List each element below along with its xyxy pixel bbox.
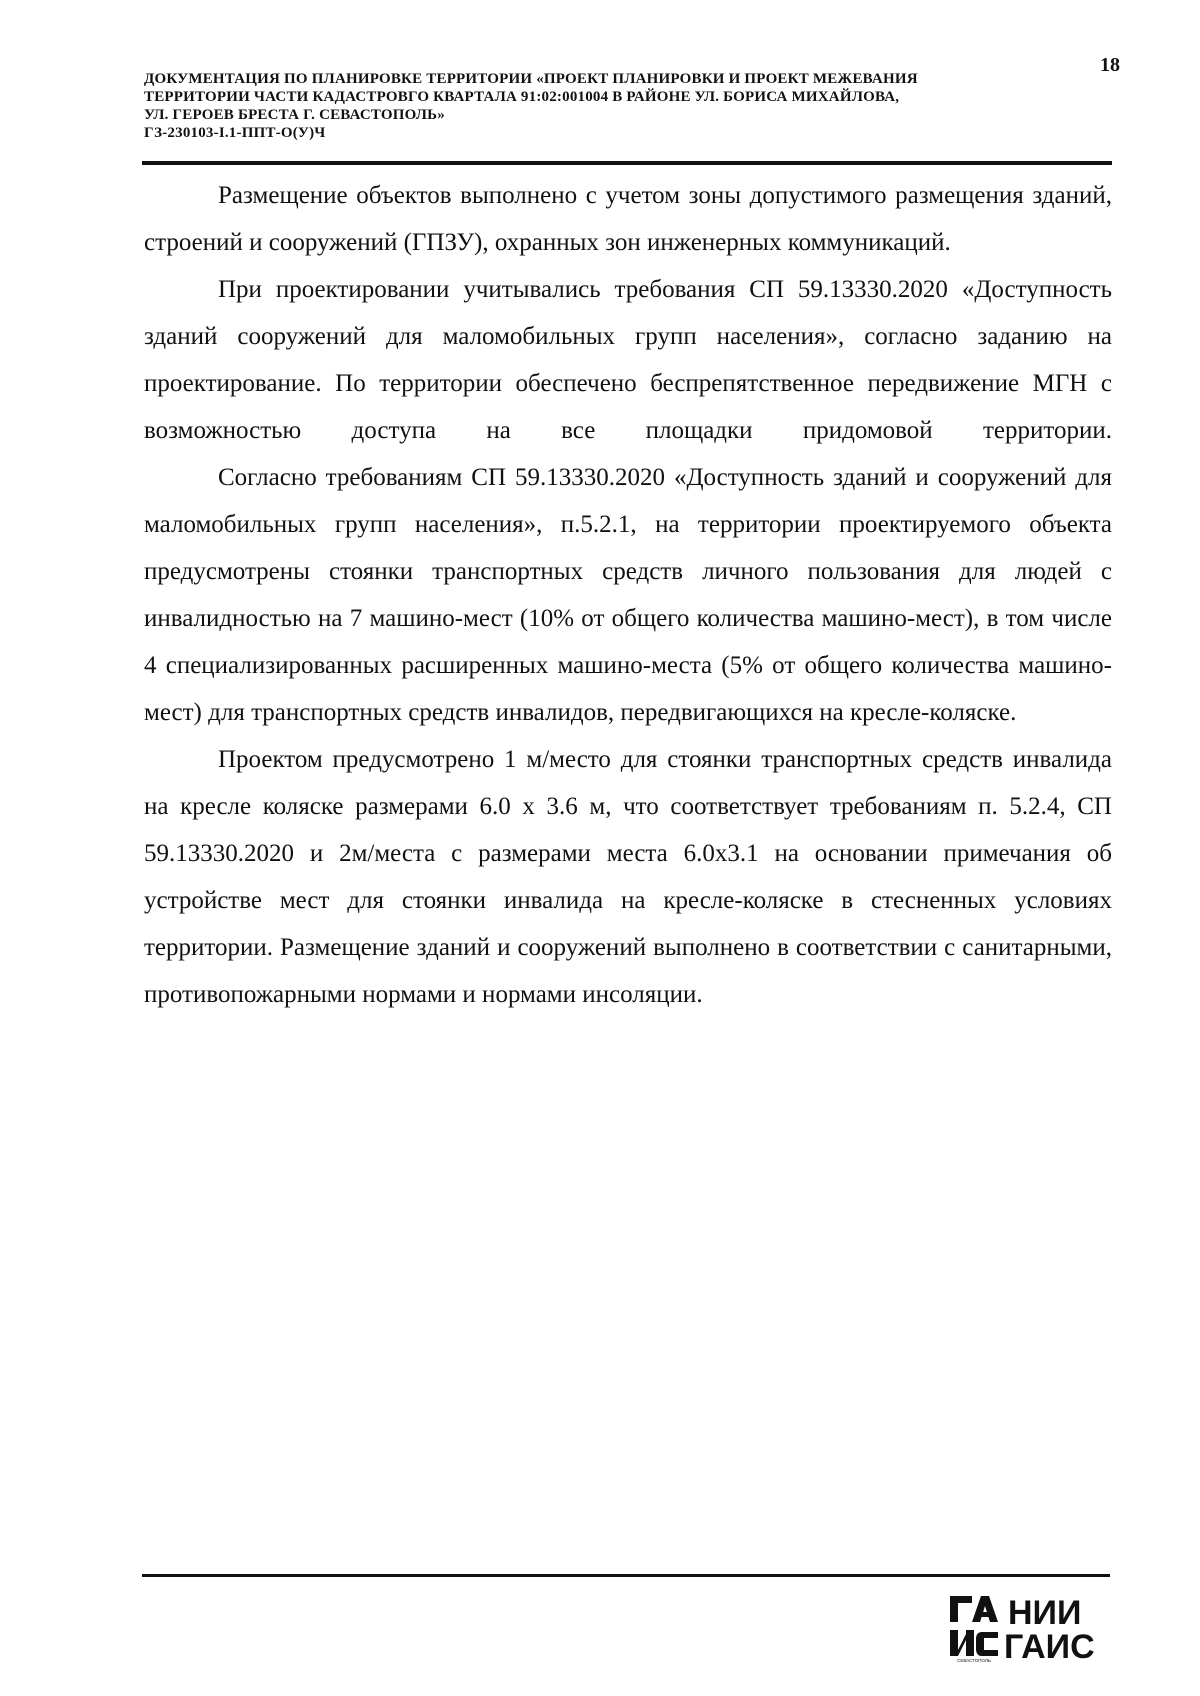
header-line-2: ТЕРРИТОРИИ ЧАСТИ КАДАСТРОВГО КВАРТАЛА 91:02:001004 В РАЙОНЕ УЛ. БОРИСА МИХАЙЛОВА, bbox=[144, 89, 900, 105]
document-code: ГЗ-230103-I.1-ППТ-О(У)Ч bbox=[144, 125, 326, 141]
document-body bbox=[144, 172, 1112, 1018]
paragraph-3: Согласно требованиям СП 59.13330.2020 «Доступность зданий и сооружений для маломобильных групп населения», п.5.2.1, на территории проектируемого объекта предусмотрены стоянки транспортных средств личного пользования для людей с инвалидностью на 7 машино-мест (10% от общего количества машино-мест), в том числе 4 специализированных расширенных машино-места (5% от общего количества машино-мест) для транспортных средств инвалидов, передвигающихся на кресле-коляске. bbox=[144, 464, 1112, 726]
footer-divider bbox=[142, 1574, 1110, 1577]
paragraph-2: При проектировании учитывались требования СП 59.13330.2020 «Доступность зданий сооружений для маломобильных групп населения», согласно заданию на проектирование. По территории обеспечено беспрепятственное передвижение МГН с возможностью доступа на все площадки придомовой территории. bbox=[144, 276, 1112, 444]
header-divider bbox=[142, 161, 1112, 165]
nii-gais-logo bbox=[948, 1594, 1130, 1664]
logo-text-top: НИИ bbox=[1008, 1594, 1082, 1632]
paragraph-1: Размещение объектов выполнено с учетом зоны допустимого размещения зданий, строений и сооружений (ГПЗУ), охранных зон инженерных коммуникаций. bbox=[144, 182, 1112, 256]
paragraph-4: Проектом предусмотрено 1 м/место для стоянки транспортных средств инвалида на кресле коляске размерами 6.0 х 3.6 м, что соответствует требованиям п. 5.2.4, СП 59.13330.2020 и 2м/места с размерами места 6.0х3.1 на основании примечания об устройстве мест для стоянки инвалида на кресле-коляске в стесненных условиях территории. Размещение зданий и сооружений выполнено в соответствии с санитарными, противопожарными нормами и нормами инсоляции. bbox=[144, 746, 1112, 1008]
logo-text-bottom: ГАИС bbox=[1004, 1628, 1095, 1664]
header-line-3: УЛ. ГЕРОЕВ БРЕСТА Г. СЕВАСТОПОЛЬ» bbox=[144, 107, 445, 123]
header-line-1: ДОКУМЕНТАЦИЯ ПО ПЛАНИРОВКЕ ТЕРРИТОРИИ «ПРОЕКТ ПЛАНИРОВКИ И ПРОЕКТ МЕЖЕВАНИЯ bbox=[144, 71, 918, 87]
logo-caption: СЕВАСТОПОЛЬ bbox=[957, 1658, 991, 1663]
page-number: 18 bbox=[1100, 54, 1120, 76]
document-header bbox=[144, 70, 1044, 142]
